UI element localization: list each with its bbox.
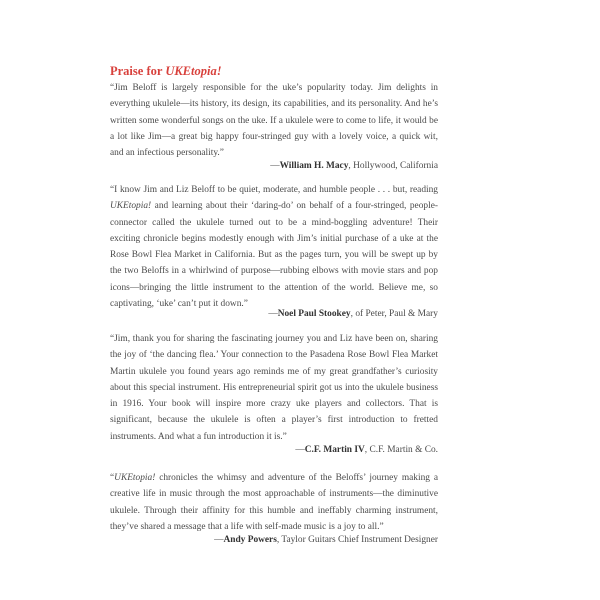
attribution-name: C.F. Martin IV bbox=[304, 445, 365, 455]
quote-text: “Jim Beloff is largely responsible for the uke’s popularity today. Jim delights in everything ukulele—its history, its design, its capabilities, and its personality. And he’s written some wonderful songs on the uke. If a ukulele were to come to life, it would be a lot like Jim—a great big happy four-stringed guy with a lovely voice, a quick wit, and an infectious personality.” bbox=[110, 83, 438, 159]
quote-text: “ bbox=[110, 473, 115, 483]
quote-macy bbox=[110, 80, 438, 161]
attribution-affiliation: , Hollywood, California bbox=[348, 161, 438, 171]
quote-text: chronicles the whimsy and adventure of the Beloffs’ journey making a creative life in music through the most approachable of instruments—the diminutive ukulele. Through their affinity for this humble and ineffably charming instrument, they’ve shared a message that a life with self-made music is a joy to all.” bbox=[110, 473, 438, 532]
heading-prefix: Praise for bbox=[110, 64, 166, 78]
attribution-affiliation: , of Peter, Paul & Mary bbox=[350, 309, 438, 319]
attribution-dash: — bbox=[214, 535, 224, 545]
attribution-stookey bbox=[268, 307, 438, 321]
quote-text: and learning about their ‘daring-do’ on behalf of a four-stringed, people-connector called the ukulele turned out to be a mind-boggling adventure! Their exciting chronicle begins modestly enough with Jim’s initial purchase of a uke at the Rose Bowl Flea Market in California. But as the pages turn, you will be swept up by the two Beloffs in a whirlwind of purpose—rubbing elbows with movie stars and pop icons—bringing the little instrument to the attention of the world. Believe me, so captivating, ‘uke’ can’t put it down.” bbox=[110, 201, 438, 310]
attribution-dash: — bbox=[295, 445, 305, 455]
quote-martin bbox=[110, 331, 438, 445]
attribution-dash: — bbox=[268, 309, 278, 319]
attribution-name: William H. Macy bbox=[279, 161, 349, 171]
quote-text: “Jim, thank you for sharing the fascinating journey you and Liz have been on, sharing the joy of ‘the dancing flea.’ Your connection to the Pasadena Rose Bowl Flea Market Martin ukulele you found years ago reminds me of my great grandfather’s curiosity about this special instrument. His entrepreneurial spirit got us into the ukulele business in 1916. Your book will inspire more crazy uke players and collectors. That is significant, because the ukulele is often a player’s first introduction to fretted instruments. And what a fun introduction it is.” bbox=[110, 334, 438, 442]
quote-text: “I know Jim and Liz Beloff to be quiet, moderate, and humble people . . . but, reading bbox=[110, 185, 438, 195]
heading-book-title: UKEtopia! bbox=[165, 64, 222, 78]
quote-stookey bbox=[110, 182, 438, 312]
quote-book-title: UKEtopia! bbox=[114, 473, 156, 483]
attribution-name: Noel Paul Stookey bbox=[277, 309, 351, 319]
attribution-affiliation: , C.F. Martin & Co. bbox=[364, 445, 438, 455]
page-heading bbox=[110, 64, 222, 79]
attribution-name: Andy Powers bbox=[223, 535, 277, 545]
attribution-affiliation: , Taylor Guitars Chief Instrument Designer bbox=[276, 535, 438, 545]
quote-powers bbox=[110, 470, 438, 535]
attribution-martin bbox=[295, 443, 438, 457]
quote-book-title: UKEtopia! bbox=[110, 201, 152, 212]
attribution-powers bbox=[214, 533, 438, 547]
attribution-dash: — bbox=[270, 161, 280, 171]
attribution-macy bbox=[270, 159, 438, 173]
